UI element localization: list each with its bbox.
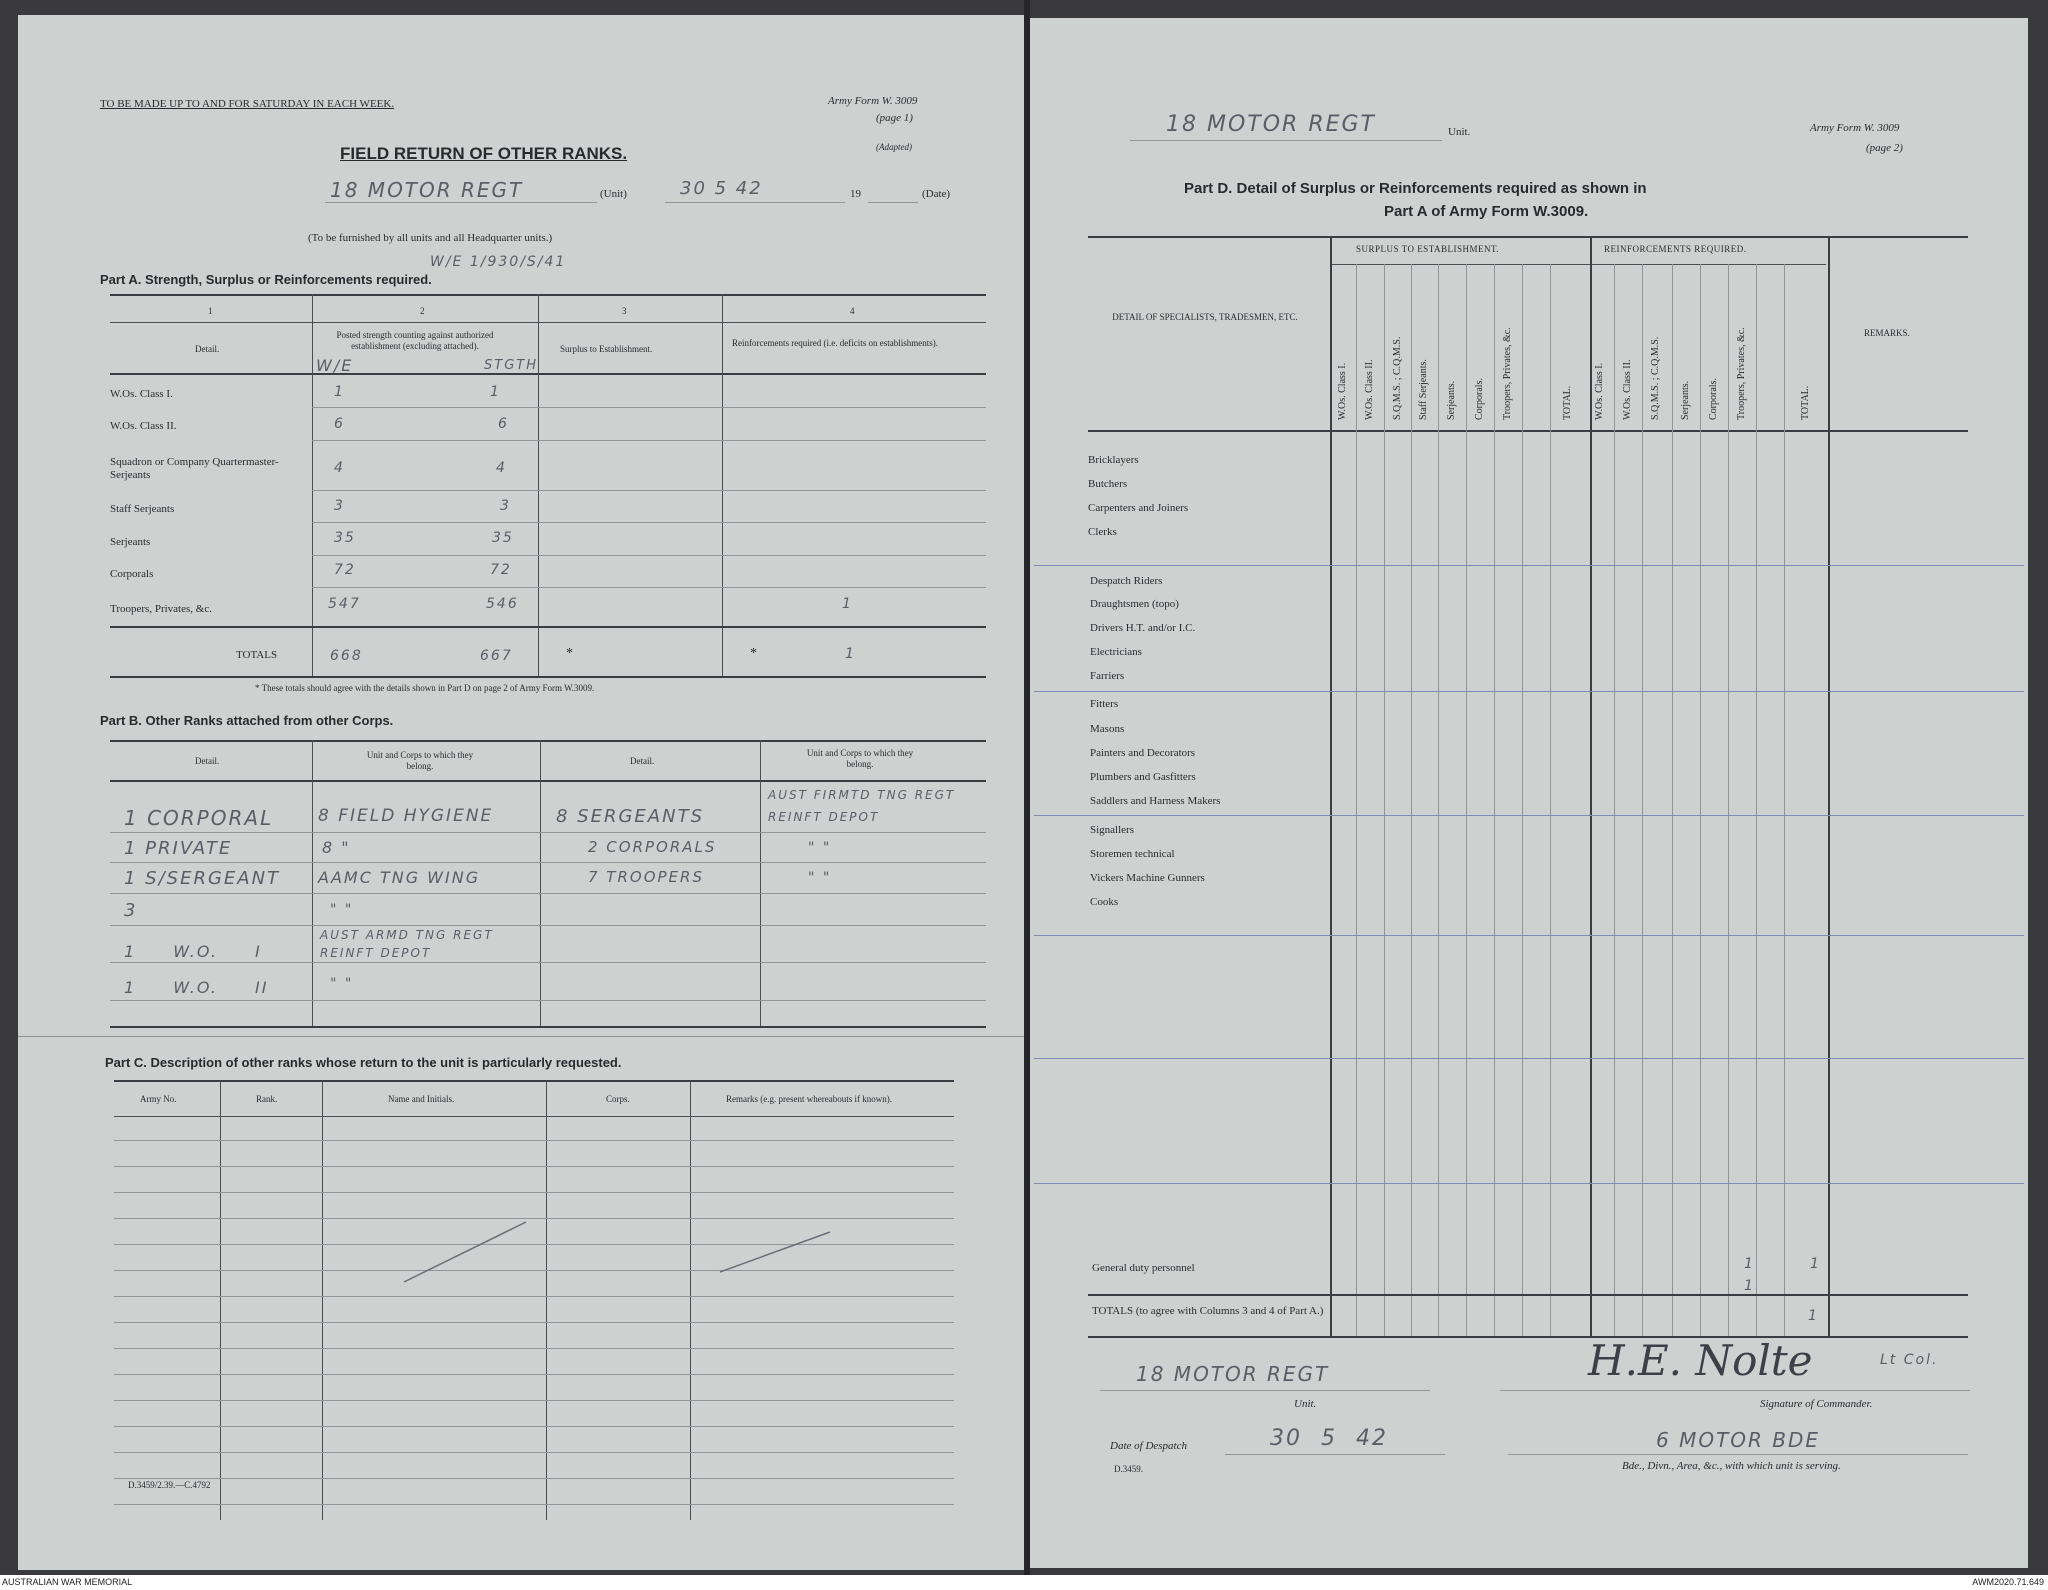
part-c-heading: Part C. Description of other ranks whose return to the unit is particularly requested. bbox=[105, 1055, 622, 1070]
specialist-item: Electricians bbox=[1090, 646, 1142, 658]
specialist-item: Fitters bbox=[1090, 698, 1119, 710]
we-note: W/E 1/930/S/41 bbox=[430, 254, 567, 270]
part-a-we-label: W/E bbox=[316, 356, 354, 375]
part-a-header-detail: Detail. bbox=[195, 344, 220, 354]
specialist-item: Farriers bbox=[1090, 670, 1125, 682]
part-b-unit-1: AUST ARMD TNG REGT REINFT DEPOT bbox=[320, 928, 494, 960]
part-a-row-strength: 35 bbox=[492, 530, 514, 546]
part-b-detail-1: 1 W.O. I bbox=[124, 942, 262, 961]
part-a-row-strength: 3 bbox=[500, 498, 511, 514]
reinf-col-header: S.Q.M.S. ; C.Q.M.S. bbox=[1650, 336, 1661, 420]
formation-label: Bde., Divn., Area, &c., with which unit is serving. bbox=[1622, 1460, 1841, 1472]
part-a-row-reinf: 1 bbox=[842, 596, 853, 612]
page-number: (page 1) bbox=[876, 112, 913, 124]
part-c-header-rank: Rank. bbox=[256, 1094, 278, 1104]
page2-page-number: (page 2) bbox=[1866, 142, 1903, 154]
part-b-detail-1: 3 bbox=[124, 900, 138, 921]
header-note: TO BE MADE UP TO AND FOR SATURDAY IN EACH WEEK. bbox=[100, 98, 395, 110]
part-d-remarks-header: REMARKS. bbox=[1864, 328, 1910, 338]
archive-credit: AUSTRALIAN WAR MEMORIAL bbox=[2, 1577, 133, 1587]
specialist-item: Saddlers and Harness Makers bbox=[1090, 795, 1221, 807]
archive-reference: AWM2020.71.649 bbox=[1972, 1577, 2044, 1587]
part-a-row-we: 72 bbox=[334, 562, 356, 578]
despatch-label: Date of Despatch bbox=[1110, 1440, 1187, 1452]
part-c-header-corps: Corps. bbox=[606, 1094, 630, 1104]
part-b-unit-1: " " bbox=[330, 902, 354, 918]
part-c-header-remarks: Remarks (e.g. present whereabouts if known). bbox=[726, 1094, 892, 1104]
part-b-unit-2: AUST FIRMTD TNG REGT REINFT DEPOT bbox=[768, 788, 956, 824]
part-b-detail-2: 8 SERGEANTS bbox=[556, 806, 704, 827]
part-a-totals-label: TOTALS bbox=[236, 649, 278, 661]
part-a-row-we: 547 bbox=[328, 596, 361, 612]
date-label: (Date) bbox=[922, 188, 951, 200]
page2-printer-code: D.3459. bbox=[1114, 1464, 1143, 1474]
part-d-title-line2: Part A of Army Form W.3009. bbox=[1384, 203, 1589, 220]
signature-label: Signature of Commander. bbox=[1760, 1398, 1873, 1410]
despatch-date-handwritten: 30 5 42 bbox=[1270, 1426, 1388, 1451]
part-b-heading: Part B. Other Ranks attached from other Corps. bbox=[100, 713, 394, 728]
part-a-row-detail: W.Os. Class I. bbox=[110, 388, 173, 400]
part-d-surplus-header: SURPLUS TO ESTABLISHMENT. bbox=[1356, 244, 1500, 254]
reinf-col-header: TOTAL. bbox=[1800, 385, 1811, 420]
specialist-item: Storemen technical bbox=[1090, 848, 1175, 860]
specialist-item: Butchers bbox=[1088, 478, 1128, 490]
specialist-item: Bricklayers bbox=[1088, 454, 1139, 466]
general-duty-mark-troopers: 1 bbox=[1744, 1256, 1755, 1272]
part-a-row-strength: 72 bbox=[490, 562, 512, 578]
part-a-row-strength: 6 bbox=[498, 416, 509, 432]
adapted-note: (Adapted) bbox=[876, 142, 912, 152]
general-duty-label: General duty personnel bbox=[1092, 1262, 1195, 1274]
year-prefix: 19 bbox=[850, 188, 861, 200]
unit-handwritten: 18 MOTOR REGT bbox=[330, 178, 524, 202]
specialist-item: Carpenters and Joiners bbox=[1088, 502, 1189, 514]
part-b-unit-2: " " bbox=[808, 870, 832, 886]
part-d-totals-label: TOTALS (to agree with Columns 3 and 4 of Part A.) bbox=[1092, 1305, 1324, 1317]
specialist-item: Despatch Riders bbox=[1090, 575, 1163, 587]
part-a-stgth-label: STGTH bbox=[484, 358, 538, 373]
part-c-header-name: Name and Initials. bbox=[388, 1094, 455, 1104]
horizontal-fold-mark bbox=[18, 1036, 1024, 1037]
surplus-col-header: Staff Serjeants. bbox=[1418, 359, 1429, 420]
reinf-col-header: W.Os. Class II. bbox=[1622, 359, 1633, 420]
date-handwritten: 30 5 42 bbox=[680, 178, 763, 199]
unit-label: (Unit) bbox=[600, 188, 627, 200]
totals-mark-troopers: 1 bbox=[1744, 1278, 1755, 1294]
part-a-footnote: * These totals should agree with the details shown in Part D on page 2 of Army Form W.3009. bbox=[255, 683, 595, 693]
totals-mark-total: 1 bbox=[1808, 1308, 1819, 1324]
specialist-item: Drivers H.T. and/or I.C. bbox=[1090, 622, 1196, 634]
part-a-heading: Part A. Strength, Surplus or Reinforcements required. bbox=[100, 272, 432, 287]
part-b-detail-1: 1 S/SERGEANT bbox=[124, 868, 281, 889]
part-a-total-reinf-star: * bbox=[750, 646, 757, 661]
reinf-col-header: Troopers, Privates, &c. bbox=[1736, 327, 1747, 420]
reinf-col-header: Corporals. bbox=[1708, 378, 1719, 420]
reinf-col-header: W.Os. Class I. bbox=[1594, 362, 1605, 420]
part-a-row-we: 6 bbox=[334, 416, 345, 432]
part-b-unit-2: " " bbox=[808, 840, 832, 856]
formation-handwritten: 6 MOTOR BDE bbox=[1656, 1428, 1821, 1452]
part-a-total-reinf: 1 bbox=[845, 646, 856, 662]
furnish-note: (To be furnished by all units and all Headquarter units.) bbox=[308, 232, 553, 244]
specialist-item: Clerks bbox=[1088, 526, 1117, 538]
part-a-row-detail: Corporals bbox=[110, 568, 154, 580]
specialist-item: Masons bbox=[1090, 723, 1125, 735]
part-c-header-armyno: Army No. bbox=[140, 1094, 177, 1104]
part-b-unit-1: 8 FIELD HYGIENE bbox=[318, 806, 494, 826]
surplus-col-header: S.Q.M.S. ; C.Q.M.S. bbox=[1392, 336, 1403, 420]
specialist-item: Plumbers and Gasfitters bbox=[1090, 771, 1196, 783]
surplus-col-header: Serjeants. bbox=[1446, 380, 1457, 420]
part-a-total-surplus-star: * bbox=[566, 646, 573, 661]
part-a-header-strength: Posted strength counting against authorized establishment (excluding attached). bbox=[336, 330, 494, 351]
part-a-row-we: 3 bbox=[334, 498, 345, 514]
part-b-header-unit-1: Unit and Corps to which they belong. bbox=[366, 750, 474, 771]
part-a-row-strength: 1 bbox=[490, 384, 501, 400]
specialist-item: Vickers Machine Gunners bbox=[1090, 872, 1205, 884]
part-a-row-we: 35 bbox=[334, 530, 356, 546]
part-b-detail-1: 1 W.O. II bbox=[124, 978, 269, 997]
part-a-total-strength: 667 bbox=[480, 648, 513, 664]
specialist-item: Painters and Decorators bbox=[1090, 747, 1196, 759]
part-b-unit-1: 8 " bbox=[322, 838, 351, 857]
surplus-col-header: TOTAL. bbox=[1562, 385, 1573, 420]
part-a-row-detail: Serjeants bbox=[110, 536, 151, 548]
part-d-detail-header: DETAIL OF SPECIALISTS, TRADESMEN, ETC. bbox=[1112, 312, 1298, 322]
part-a-row-detail: Squadron or Company Quartermaster-Serjeants bbox=[110, 456, 279, 481]
page2-form-number: Army Form W. 3009 bbox=[1810, 122, 1900, 134]
part-a-row-strength: 4 bbox=[496, 460, 507, 476]
part-b-header-detail-2: Detail. bbox=[630, 756, 655, 766]
part-b-header-unit-2: Unit and Corps to which they belong. bbox=[806, 748, 914, 769]
part-a-row-we: 1 bbox=[334, 384, 345, 400]
part-a-colnum-2: 2 bbox=[420, 306, 425, 316]
part-a-row-we: 4 bbox=[334, 460, 345, 476]
part-c-cancel-strokes bbox=[400, 1210, 840, 1300]
page2-unit-handwritten: 18 MOTOR REGT bbox=[1166, 112, 1376, 137]
part-a-colnum-1: 1 bbox=[208, 306, 213, 316]
part-a-row-detail: Troopers, Privates, &c. bbox=[110, 603, 212, 615]
part-b-unit-1: AAMC TNG WING bbox=[318, 868, 481, 887]
part-a-colnum-3: 3 bbox=[622, 306, 627, 316]
part-a-row-detail: W.Os. Class II. bbox=[110, 420, 177, 432]
form-number: Army Form W. 3009 bbox=[828, 95, 918, 107]
part-a-header-surplus: Surplus to Establishment. bbox=[560, 344, 653, 354]
reinf-col-header: Serjeants. bbox=[1680, 380, 1691, 420]
part-a-row-detail: Staff Serjeants bbox=[110, 503, 175, 515]
part-b-detail-1: 1 CORPORAL bbox=[124, 806, 274, 830]
part-b-detail-2: 2 CORPORALS bbox=[588, 838, 717, 856]
surplus-col-header: W.Os. Class I. bbox=[1337, 362, 1348, 420]
part-b-unit-1: " " bbox=[330, 976, 354, 992]
page-fold bbox=[1024, 0, 1030, 1575]
part-d-title-line1: Part D. Detail of Surplus or Reinforcements required as shown in bbox=[1184, 180, 1647, 197]
commander-rank: Lt Col. bbox=[1880, 1352, 1939, 1368]
surplus-col-header: Corporals. bbox=[1474, 378, 1485, 420]
general-duty-mark-total: 1 bbox=[1810, 1256, 1821, 1272]
surplus-col-header: W.Os. Class II. bbox=[1364, 359, 1375, 420]
part-b-detail-2: 7 TROOPERS bbox=[588, 868, 704, 886]
part-a-colnum-4: 4 bbox=[850, 306, 855, 316]
page2-unit-label: Unit. bbox=[1448, 126, 1471, 138]
specialist-item: Signallers bbox=[1090, 824, 1134, 836]
part-a-row-strength: 546 bbox=[486, 596, 519, 612]
specialist-item: Draughtsmen (topo) bbox=[1090, 598, 1179, 610]
bottom-unit-handwritten: 18 MOTOR REGT bbox=[1136, 1362, 1330, 1386]
part-b-detail-1: 1 PRIVATE bbox=[124, 838, 233, 859]
part-a-header-reinf: Reinforcements required (i.e. deficits on establishments). bbox=[732, 338, 938, 348]
specialist-item: Cooks bbox=[1090, 896, 1119, 908]
form-title: FIELD RETURN OF OTHER RANKS. bbox=[340, 144, 628, 163]
part-d-reinf-header: REINFORCEMENTS REQUIRED. bbox=[1604, 244, 1747, 254]
bottom-unit-label: Unit. bbox=[1294, 1398, 1317, 1410]
page1-printer-code: D.3459/2.39.—C.4792 bbox=[128, 1480, 211, 1490]
surplus-col-header: Troopers, Privates, &c. bbox=[1502, 327, 1513, 420]
part-a-total-we: 668 bbox=[330, 648, 363, 664]
part-b-header-detail-1: Detail. bbox=[195, 756, 220, 766]
commander-signature: H.E. Nolte bbox=[1588, 1336, 1813, 1385]
